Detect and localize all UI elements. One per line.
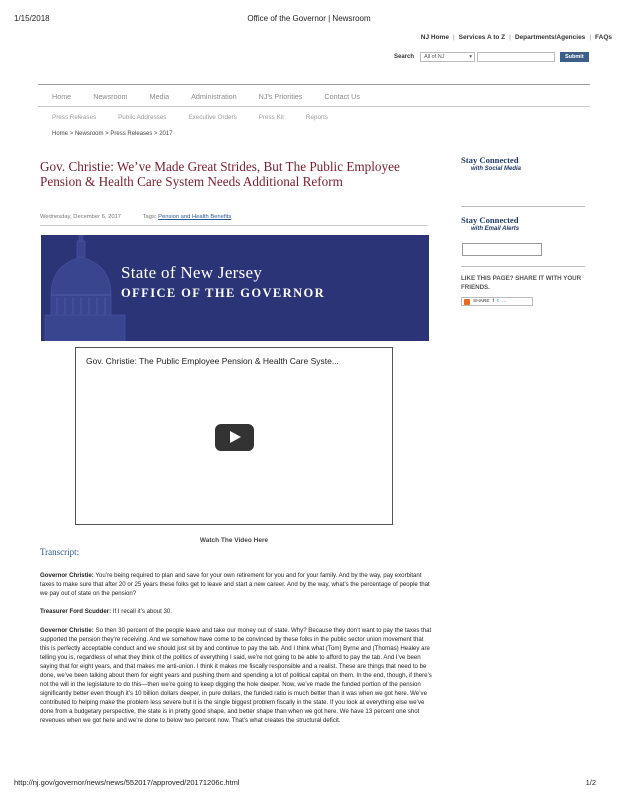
email-subheading[interactable]: with Email Alerts (471, 226, 520, 232)
chevron-down-icon: ▾ (469, 54, 473, 60)
link-services-a-to-z[interactable]: Services A to Z (458, 34, 506, 41)
page-title: Gov. Christie: We’ve Made Great Strides, But The Public Employee Pension & Health Care System Needs Additional Reform (40, 159, 400, 189)
tag-link[interactable]: Pension and Health Benefits (158, 214, 232, 220)
speaker-name: Governor Christie: (40, 572, 94, 579)
search-bar (394, 51, 589, 63)
article-meta (40, 214, 231, 220)
video-title[interactable]: Gov. Christie: The Public Employee Pension & Health Care Syste... (86, 356, 339, 366)
transcript-text: So then 30 percent of the people leave and take our money out of state. Why? Because they don’t want to pay the taxes that supported the pension they’re receiving. And we somehow have come to be convinced by these folks in the public sector union movement that this is perfectly acceptable conduct and we should just sit by and continue to pay the tab. And I think what (Tom) Byrne and (Thomas) Healey are telling you is, regardless of what they think of the politics of everything I said, we’re not going to be able to afford to pay the tab. And I’ve been saying that for eight years, and that makes me anti-union. I think it makes me fiscally responsible and a realist. These are things that need to be done, we’ve been talking about them for eight years and pushing them and spending a lot of political capital on them. In the end, though, if there’s not the will in the legislature to do this—then we’re going to keep digging the hole deeper. Now, we’ve made the funded portion of the pension significantly better even though it’s 10 billion dollars deeper, in pure dollars, the funded ratio is much better than it was when we got here. We’ve contributed to helping make the problem less severe but it is the single biggest problem fiscally in the state. If you look at everything else we’ve done from a budgetary perspective, the state is in pretty good shape, and better shape than when we got here. We have 13 percent one shot revenues when we got here and we’re done to below two percent now. That’s what creates the structural deficit. (40, 627, 432, 724)
social-heading: Stay Connected (461, 155, 519, 165)
banner-office-name: OFFICE OF THE GOVERNOR (121, 286, 326, 300)
transcript-paragraph (40, 571, 432, 598)
divider: | (452, 34, 455, 41)
subnav-public-addresses[interactable]: Public Addresses (118, 114, 167, 121)
email-heading: Stay Connected (461, 215, 519, 225)
governor-banner (41, 235, 429, 341)
link-nj-home[interactable]: NJ Home (420, 34, 449, 41)
sub-nav (52, 114, 350, 121)
speaker-name: Treasurer Ford Scudder: (40, 608, 112, 615)
divider (38, 84, 590, 85)
divider (40, 225, 428, 226)
transcript-text: If I recall it’s about 30. (111, 608, 172, 615)
share-icon (464, 299, 470, 305)
link-departments-agencies[interactable]: Departments/Agencies (514, 34, 586, 41)
email-field[interactable] (462, 243, 542, 256)
nav-home[interactable]: Home (52, 92, 72, 101)
banner-state-name: State of New Jersey (121, 263, 263, 282)
transcript-text: You’re being required to plan and save for your own retirement for you and for your family. And by the way, pay exorbitant taxes to make sure that after 20 or 25 years these folks get to leave and start a new career. And by the way, what’s the percentage of people that we pay out of state on the pension? (40, 572, 430, 597)
nav-contact-us[interactable]: Contact Us (324, 92, 360, 101)
subnav-executive-orders[interactable]: Executive Orders (188, 114, 237, 121)
transcript-heading: Transcript: (40, 547, 80, 557)
divider (38, 106, 590, 107)
nav-nj-priorities[interactable]: NJ's Priorities (258, 92, 303, 101)
nav-newsroom[interactable]: Newsroom (93, 92, 128, 101)
search-label: Search (394, 54, 415, 60)
speaker-name: Governor Christie: (40, 627, 94, 634)
link-faqs[interactable]: FAQs (595, 34, 612, 41)
article-date: Wednesday, December 6, 2017 (40, 214, 121, 220)
nav-administration[interactable]: Administration (191, 92, 237, 101)
search-scope-value: All of NJ (424, 54, 445, 60)
transcript-paragraph (40, 607, 432, 616)
video-player[interactable] (75, 347, 393, 525)
subnav-press-releases[interactable]: Press Releases (52, 114, 97, 121)
nav-media[interactable]: Media (149, 92, 170, 101)
subnav-reports[interactable]: Reports (305, 114, 328, 121)
tags-label: Tags: (142, 214, 157, 220)
main-nav (52, 92, 382, 101)
share-button[interactable] (461, 297, 533, 306)
divider: | (509, 34, 511, 41)
video-caption: Watch The Video Here (199, 537, 269, 544)
print-url: http://nj.gov/governor/news/news/552017/approved/20171206c.html (14, 778, 240, 787)
search-input[interactable] (477, 52, 555, 62)
more-icon: … (501, 299, 507, 304)
transcript-paragraph (40, 626, 432, 725)
divider (461, 266, 585, 267)
print-date: 1/15/2018 (14, 14, 50, 23)
facebook-icon: f (492, 299, 495, 304)
subnav-press-kit[interactable]: Press Kit (258, 114, 284, 121)
utility-nav (421, 34, 612, 41)
page-number: 1/2 (585, 778, 596, 787)
share-label: SHARE (473, 299, 490, 304)
divider (461, 206, 585, 207)
play-icon[interactable] (215, 424, 254, 451)
divider: | (589, 34, 592, 41)
print-title: Office of the Governor | Newsroom (247, 14, 371, 23)
twitter-icon: t (497, 299, 499, 304)
search-scope-select[interactable] (420, 52, 475, 62)
share-prompt: LIKE THIS PAGE? SHARE IT WITH YOUR FRIENDS. (461, 275, 582, 291)
breadcrumb[interactable]: Home > Newsroom > Press Releases > 2017 (52, 131, 173, 137)
social-subheading[interactable]: with Social Media (471, 166, 522, 172)
submit-button[interactable]: Submit (560, 52, 589, 62)
